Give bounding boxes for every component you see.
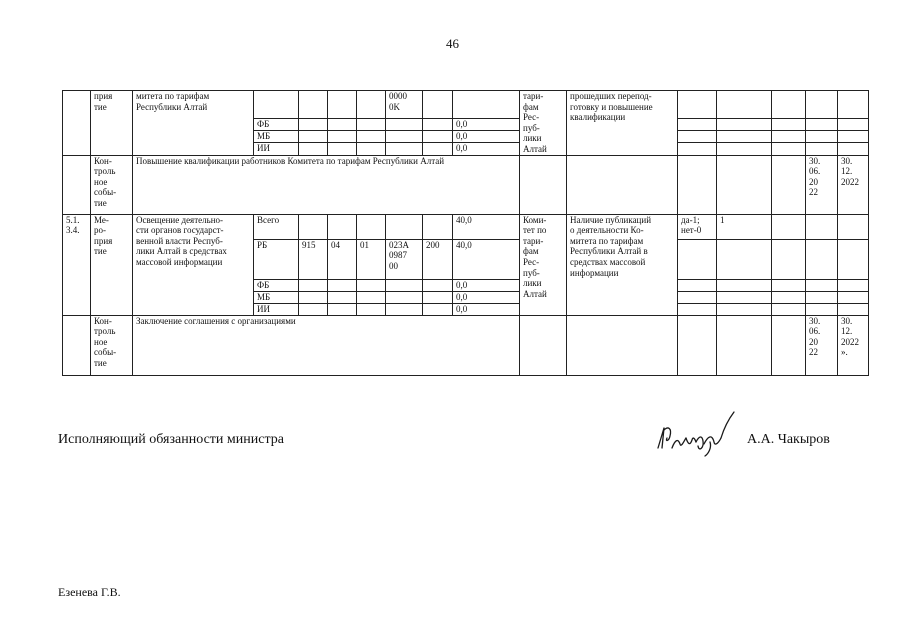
table-row [63, 315, 869, 375]
result-indicator: прошедших перепод- готовку и повышение квалификации [567, 91, 678, 156]
activity-name: митета по тарифам Республики Алтай [133, 91, 254, 156]
unit-of-measure: да-1; нет-0 [678, 214, 717, 239]
start-date: 30. 06. 20 22 [806, 155, 838, 214]
pr-code: 01 [357, 239, 386, 279]
funding-source: ФБ [254, 119, 299, 131]
handwritten-signature [648, 408, 740, 460]
funding-amount: 0,0 [453, 303, 520, 315]
item-number: 5.1. 3.4. [63, 214, 91, 315]
funding-source: ИИ [254, 143, 299, 155]
row-type: прия тие [91, 91, 133, 156]
end-date: 30. 12. 2022 ». [838, 315, 869, 375]
funding-amount: 40,0 [453, 239, 520, 279]
table-row [63, 91, 869, 119]
funding-amount: 0,0 [453, 279, 520, 291]
funding-amount: 0,0 [453, 119, 520, 131]
budget-code: 0000 0K [386, 91, 423, 119]
funding-amount: 0,0 [453, 143, 520, 155]
funding-source: РБ [254, 239, 299, 279]
result-indicator: Наличие публикаций о деятельности Ко- митета по тарифам Республики Алтай в средствах массовой информации [567, 214, 678, 315]
end-date: 30. 12. 2022 [838, 155, 869, 214]
funding-source: МБ [254, 291, 299, 303]
control-event-text: Заключение соглашения с организациями [133, 315, 520, 375]
document-author: Езенева Г.В. [58, 585, 121, 599]
grbs-code: 915 [299, 239, 328, 279]
funding-amount: 0,0 [453, 291, 520, 303]
signatory-name: А.А. Чакыров [747, 432, 830, 447]
funding-amount: 40,0 [453, 214, 520, 239]
page-number: 46 [446, 36, 459, 51]
table-row [63, 214, 869, 239]
table-row [63, 155, 869, 214]
csr-code: 023A 0987 00 [386, 239, 423, 279]
start-date: 30. 06. 20 22 [806, 315, 838, 375]
funding-source: ИИ [254, 303, 299, 315]
funding-source: МБ [254, 131, 299, 143]
control-event-text: Повышение квалификации работников Комитета по тарифам Республики Алтай [133, 155, 520, 214]
indicator-value: 1 [717, 214, 772, 239]
executor: тари- фам Рес- пуб- лики Алтай [520, 91, 567, 156]
funding-amount: 0,0 [453, 131, 520, 143]
rz-code: 04 [328, 239, 357, 279]
row-type: Ме- ро- прия тие [91, 214, 133, 315]
vr-code: 200 [423, 239, 453, 279]
activity-name: Освещение деятельно- сти органов государст- венной власти Респуб- лики Алтай в средствах массовой информации [133, 214, 254, 315]
row-type: Кон- троль ное собы- тие [91, 155, 133, 214]
row-type: Кон- троль ное собы- тие [91, 315, 133, 375]
executor: Коми- тет по тари- фам Рес- пуб- лики Алтай [520, 214, 567, 315]
activity-plan-table [62, 90, 869, 376]
funding-source: ФБ [254, 279, 299, 291]
signatory-title: Исполняющий обязанности министра [58, 432, 284, 447]
funding-source: Всего [254, 214, 299, 239]
